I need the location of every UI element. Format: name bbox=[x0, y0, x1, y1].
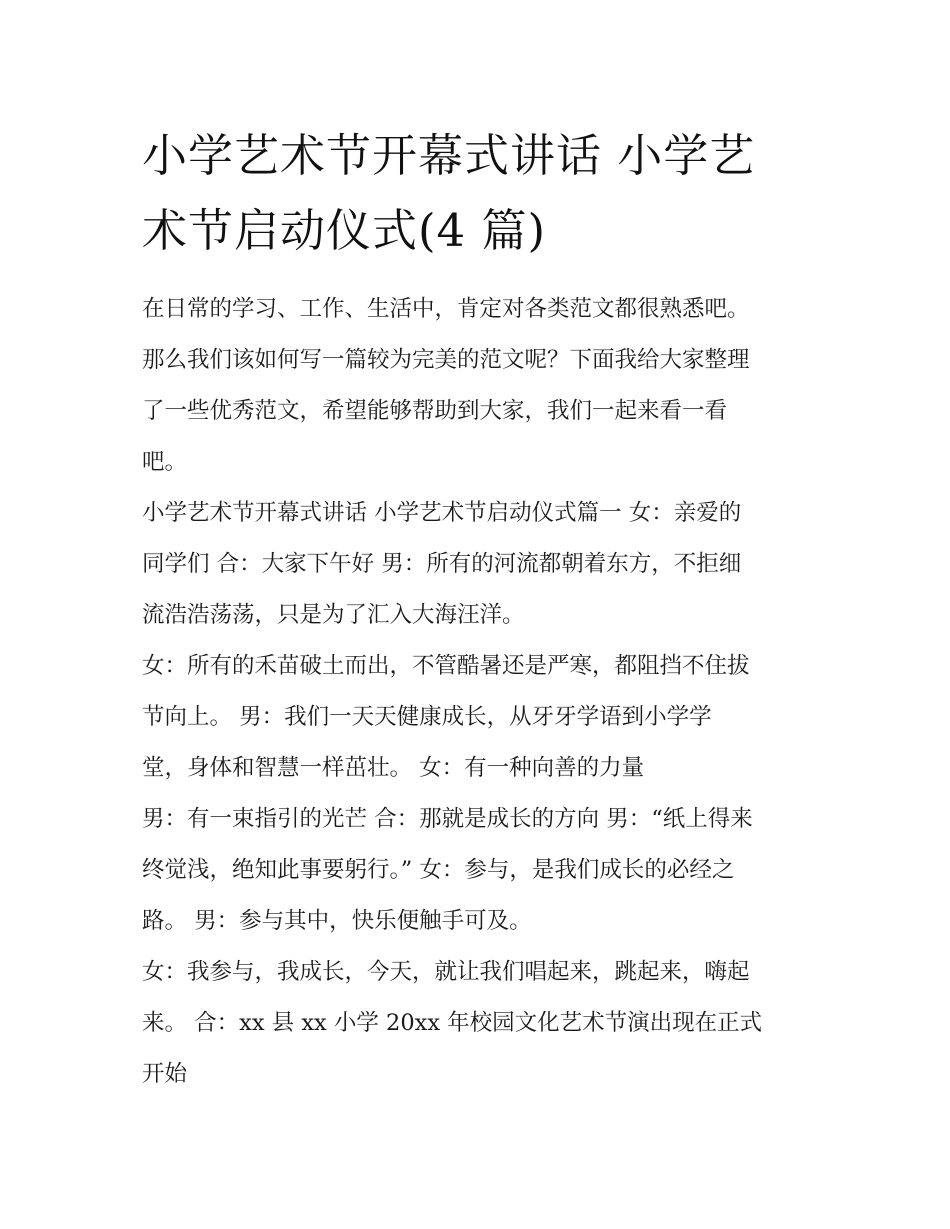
paragraph-intro bbox=[142, 284, 814, 488]
title-line-2: 术节启动仪式(4 篇) bbox=[142, 204, 547, 257]
paragraph-speech-2 bbox=[142, 641, 814, 794]
paragraph-speech-4 bbox=[142, 947, 814, 1100]
text-line: 路。 男：参与其中，快乐便触手可及。 bbox=[142, 908, 532, 934]
text-line: 女：所有的禾苗破土而出，不管酷暑还是严寒，都阻挡不住拔 bbox=[142, 653, 750, 679]
document-title bbox=[142, 118, 814, 268]
text-line: 那么我们该如何写一篇较为完美的范文呢？下面我给大家整理 bbox=[142, 347, 750, 373]
text-line: 节向上。 男：我们一天天健康成长，从牙牙学语到小学学 bbox=[142, 704, 712, 730]
document-body bbox=[142, 284, 814, 1100]
document-page bbox=[142, 118, 814, 1100]
text-line: 了一些优秀范文，希望能够帮助到大家，我们一起来看一看 bbox=[142, 398, 728, 424]
paragraph-speech-3 bbox=[142, 794, 814, 947]
title-line-1: 小学艺术节开幕式讲话 小学艺 bbox=[142, 129, 756, 182]
text-line: 堂，身体和智慧一样茁壮。 女：有一种向善的力量 bbox=[142, 755, 645, 781]
text-line: 吧。 bbox=[142, 449, 188, 475]
paragraph-speech-1 bbox=[142, 488, 814, 641]
text-line: 来。 合：xx 县 xx 小学 20xx 年校园文化艺术节演出现在正式 bbox=[142, 1010, 763, 1036]
text-line: 终觉浅，绝知此事要躬行。” 女：参与，是我们成长的必经之 bbox=[142, 857, 735, 883]
text-line: 女：我参与，我成长，今天，就让我们唱起来，跳起来，嗨起 bbox=[142, 959, 750, 985]
text-line: 流浩浩荡荡，只是为了汇入大海汪洋。 bbox=[142, 602, 525, 628]
text-line: 开始 bbox=[142, 1061, 188, 1087]
text-line: 小学艺术节开幕式讲话 小学艺术节启动仪式篇一 女：亲爱的 bbox=[142, 500, 742, 526]
text-line: 同学们 合：大家下午好 男：所有的河流都朝着东方，不拒细 bbox=[142, 551, 742, 577]
text-line: 在日常的学习、工作、生活中，肯定对各类范文都很熟悉吧。 bbox=[142, 296, 750, 322]
text-line: 男：有一束指引的光芒 合：那就是成长的方向 男：“纸上得来 bbox=[142, 806, 753, 832]
